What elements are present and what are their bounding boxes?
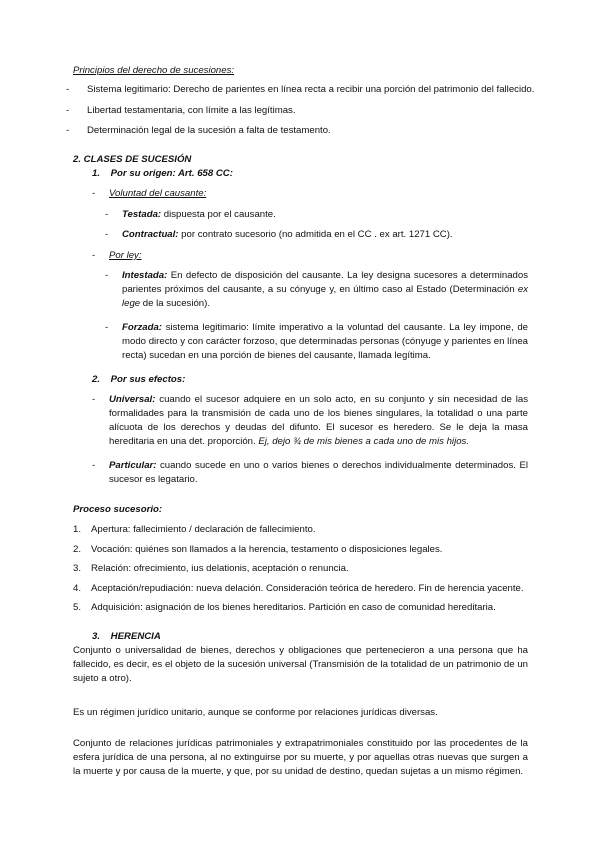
proceso-num-5: 5.	[73, 602, 82, 613]
subheading-origen: 1. Por su origen: Art. 658 CC:	[92, 168, 233, 179]
item-forzada	[122, 321, 528, 363]
proceso-item-1: Apertura: fallecimiento / declaración de fallecimiento.	[91, 524, 316, 535]
term-testada: Testada:	[122, 209, 162, 220]
bullet-dash: -	[105, 322, 109, 333]
proceso-item-2: Vocación: quiénes son llamados a la herencia, testamento o disposiciones legales.	[91, 544, 443, 555]
bullet-dash: -	[92, 188, 96, 199]
bullet-dash: -	[66, 84, 70, 95]
text-intestada-end: de la sucesión).	[140, 298, 210, 309]
bullet-dash: -	[92, 460, 96, 471]
proceso-item-3: Relación: ofrecimiento, ius delationis, aceptación o renuncia.	[91, 563, 349, 574]
proceso-title: Proceso sucesorio:	[73, 504, 163, 515]
section-heading-herencia: 3. HERENCIA	[92, 631, 161, 642]
subheading-efectos: 2. Por sus efectos:	[92, 374, 186, 385]
principio-item-1: Sistema legitimario: Derecho de parientes en línea recta a recibir una porción del patrimonio del fallecido.	[87, 84, 535, 95]
term-contractual: Contractual:	[122, 229, 179, 240]
bullet-dash: -	[66, 125, 70, 136]
herencia-paragraph-1: Conjunto o universalidad de bienes, derechos y obligaciones que pertenecieron a una persona que ha fallecido, es decir, es el objeto de la sucesión universal (Transmisión de la totalidad de un patrimonio de un sujeto a otro).	[73, 645, 528, 684]
text-testada: dispuesta por el causante.	[161, 209, 276, 220]
proceso-num-3: 3.	[73, 563, 82, 574]
item-contractual	[122, 228, 453, 242]
herencia-paragraph-3: Conjunto de relaciones jurídicas patrimoniales y extrapatrimoniales constituido por las procedentes de la esfera jurídica de una persona, al no extinguirse por su muerte, y por aquellas otras nuevas que surgen a la muerte y por causa de la muerte, y que, por su unidad de destino, quedan sujetas a un mismo régimen.	[73, 738, 528, 777]
item-particular	[109, 459, 528, 487]
bullet-dash: -	[66, 105, 70, 116]
bullet-dash: -	[92, 394, 96, 405]
bullet-dash: -	[105, 270, 109, 281]
italic-ex-lege: ex lege	[122, 284, 528, 309]
herencia-paragraph-2: Es un régimen jurídico unitario, aunque se conforme por relaciones jurídicas diversas.	[73, 707, 438, 718]
item-testada	[122, 208, 276, 222]
section-heading-clases: 2. CLASES DE SUCESIÓN	[73, 154, 192, 165]
label-ley: Por ley:	[109, 250, 142, 261]
item-universal	[109, 393, 528, 449]
text-forzada: sistema legitimario: límite imperativo a la voluntad del causante. La ley impone, de modo directo y con carácter forzoso, que determinadas personas (cónyuge y parientes en línea recta) sucedan en una porción de bienes del causante, llamada legítima.	[122, 322, 528, 361]
principio-item-2: Libertad testamentaria, con límite a las legítimas.	[87, 105, 296, 116]
proceso-item-5: Adquisición: asignación de los bienes hereditarios. Partición en caso de comunidad hereditaria.	[91, 602, 496, 613]
italic-ejemplo: Ej, dejo ¾ de mis bienes a cada uno de mis hijos.	[258, 436, 469, 447]
text-universal: cuando el sucesor adquiere en un solo acto, en su conjunto y sin necesidad de las formalidades para la transmisión de cada uno de los bienes singulares, la totalidad o una parte alícuota de los derechos y deudas del difunto. El sucesor es heredero. Se le deja la masa hereditaria en una det. proporción.	[109, 394, 528, 447]
bullet-dash: -	[92, 250, 96, 261]
proceso-num-2: 2.	[73, 544, 82, 555]
term-universal: Universal:	[109, 394, 156, 405]
text-particular: cuando sucede en uno o varios bienes o derechos individualmente determinados. El sucesor es legatario.	[109, 460, 528, 485]
bullet-dash: -	[105, 229, 109, 240]
bullet-dash: -	[105, 209, 109, 220]
proceso-item-4: Aceptación/repudiación: nueva delación. Consideración teórica de heredero. Fin de herencia yacente.	[91, 583, 524, 594]
text-contractual: por contrato sucesorio (no admitida en el CC . ex art. 1271 CC).	[178, 229, 453, 240]
term-forzada: Forzada:	[122, 322, 162, 333]
label-voluntad: Voluntad del causante:	[109, 188, 207, 199]
principio-item-3: Determinación legal de la sucesión a falta de testamento.	[87, 125, 331, 136]
term-intestada: Intestada:	[122, 270, 168, 281]
text-intestada: En defecto de disposición del causante. La ley designa sucesores a determinados parientes próximos del causante, a su cónyuge y, en último caso al Estado (Determinación	[122, 270, 528, 295]
item-intestada	[122, 269, 528, 311]
proceso-num-1: 1.	[73, 524, 82, 535]
term-particular: Particular:	[109, 460, 157, 471]
proceso-num-4: 4.	[73, 583, 82, 594]
principios-title: Principios del derecho de sucesiones:	[73, 65, 235, 76]
